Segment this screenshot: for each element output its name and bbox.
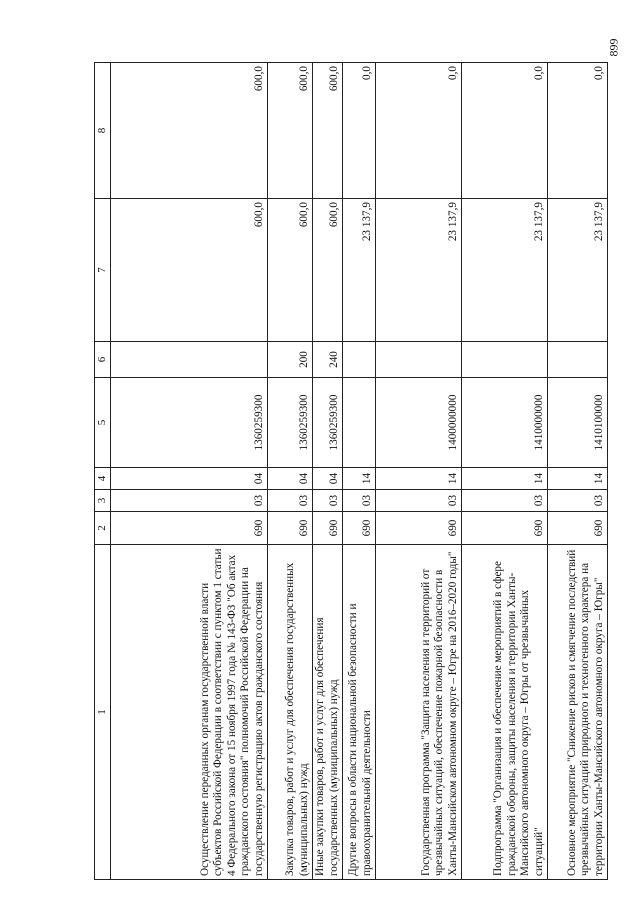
cell-col-2: 690 [548, 512, 608, 545]
cell-col-2: 690 [343, 512, 376, 545]
cell-col-5 [343, 378, 376, 468]
cell-col-2: 690 [111, 512, 268, 545]
cell-col-6 [548, 342, 608, 378]
cell-col-3: 03 [548, 490, 608, 512]
cell-col-5: 1360259300 [268, 378, 313, 468]
cell-col-3: 03 [268, 490, 313, 512]
row-name: Другие вопросы в области национальной безопасности и правоохранительной деятельности [343, 545, 376, 880]
row-name: Закупка товаров, работ и услуг для обеспечения государственных (муниципальных) нужд [268, 545, 313, 880]
header-col-1: 1 [95, 545, 111, 880]
cell-col-4: 14 [462, 468, 548, 490]
header-col-7: 7 [95, 199, 111, 342]
row-name: Подпрограмма "Организация и обеспечение мероприятий в сфере гражданской обороны, защиты населения и территории Ханты-Мансийского автономного округа – Югры от чрезвычайных ситуаций" [462, 545, 548, 880]
cell-col-2: 690 [462, 512, 548, 545]
cell-col-8: 600,0 [313, 63, 343, 199]
cell-col-4: 04 [268, 468, 313, 490]
cell-col-8: 600,0 [111, 63, 268, 199]
budget-table [94, 62, 608, 880]
cell-col-4: 14 [343, 468, 376, 490]
table-row [111, 63, 268, 880]
cell-col-4: 14 [376, 468, 462, 490]
cell-col-7: 23 137,9 [462, 199, 548, 342]
cell-col-7: 23 137,9 [376, 199, 462, 342]
header-col-3: 3 [95, 490, 111, 512]
cell-col-3: 03 [462, 490, 548, 512]
table-row [313, 63, 343, 880]
header-col-2: 2 [95, 512, 111, 545]
rotated-table-area [94, 63, 605, 880]
cell-col-8: 600,0 [268, 63, 313, 199]
cell-col-5: 1360259300 [111, 378, 268, 468]
page-number: 899 [606, 38, 621, 57]
cell-col-7: 23 137,9 [548, 199, 608, 342]
row-name: Осуществление переданных органам государственной власти субъектов Российской Федерации в соответствии с пунктом 1 статьи 4 Федерального закона от 15 ноября 1997 года № 143-ФЗ "Об актах гражданского состояния" полномочий Российской Федерации на государственную регистрацию актов гражданского состояния [111, 545, 268, 880]
header-col-5: 5 [95, 378, 111, 468]
cell-col-4: 04 [313, 468, 343, 490]
table-row [343, 63, 376, 880]
header-col-8: 8 [95, 63, 111, 199]
cell-col-6 [111, 342, 268, 378]
cell-col-7: 600,0 [111, 199, 268, 342]
cell-col-7: 600,0 [268, 199, 313, 342]
cell-col-3: 03 [313, 490, 343, 512]
cell-col-6: 200 [268, 342, 313, 378]
cell-col-2: 690 [313, 512, 343, 545]
cell-col-3: 03 [343, 490, 376, 512]
cell-col-5: 1360259300 [313, 378, 343, 468]
header-col-6: 6 [95, 342, 111, 378]
table-row [462, 63, 548, 880]
cell-col-8: 0,0 [548, 63, 608, 199]
table-row [376, 63, 462, 880]
table-row [548, 63, 608, 880]
table-header-row [95, 63, 111, 880]
header-col-4: 4 [95, 468, 111, 490]
cell-col-6 [343, 342, 376, 378]
cell-col-8: 0,0 [462, 63, 548, 199]
cell-col-6 [376, 342, 462, 378]
cell-col-8: 0,0 [376, 63, 462, 199]
cell-col-3: 03 [111, 490, 268, 512]
row-name: Иные закупки товаров, работ и услуг для обеспечения государственных (муниципальных) нужд [313, 545, 343, 880]
row-name: Государственная программа "Защита населения и территорий от чрезвычайных ситуаций, обеспечение пожарной безопасности в Ханты-Мансийском автономном округе – Югре на 2016–2020 годы" [376, 545, 462, 880]
cell-col-5: 1400000000 [376, 378, 462, 468]
cell-col-5: 1410000000 [462, 378, 548, 468]
cell-col-2: 690 [376, 512, 462, 545]
cell-col-4: 04 [111, 468, 268, 490]
cell-col-6: 240 [313, 342, 343, 378]
cell-col-6 [462, 342, 548, 378]
cell-col-8: 0,0 [343, 63, 376, 199]
cell-col-3: 03 [376, 490, 462, 512]
row-name: Основное мероприятие "Снижение рисков и смягчение последствий чрезвычайных ситуаций природного и техногенного характера на территории Ханты-Мансийского автономного округа – Югры" [548, 545, 608, 880]
cell-col-2: 690 [268, 512, 313, 545]
cell-col-5: 1410100000 [548, 378, 608, 468]
table-row [268, 63, 313, 880]
cell-col-7: 23 137,9 [343, 199, 376, 342]
cell-col-7: 600,0 [313, 199, 343, 342]
cell-col-4: 14 [548, 468, 608, 490]
